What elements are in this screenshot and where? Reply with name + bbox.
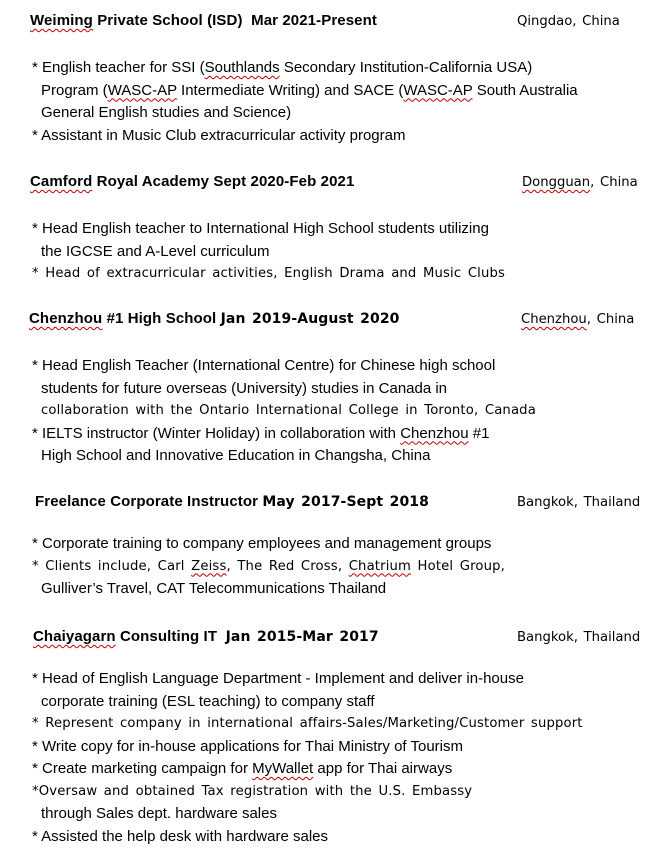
text-segment: Gulliver’s Travel, CAT Telecommunications Thailand bbox=[41, 580, 386, 597]
text-segment: * Create marketing campaign for bbox=[32, 760, 252, 777]
text-segment: Private School (ISD) Mar 2021-Present bbox=[93, 12, 377, 29]
job-title bbox=[30, 171, 354, 193]
text-segment: * Head English teacher to International High School students utilizing bbox=[32, 220, 489, 237]
text-segment: * Assisted the help desk with hardware sales bbox=[32, 828, 328, 845]
job-title bbox=[30, 10, 377, 32]
job-location bbox=[521, 309, 634, 331]
text-segment: South Australia bbox=[473, 82, 578, 99]
misspelled-word: WASC-AP bbox=[108, 82, 177, 99]
job-details bbox=[0, 533, 652, 601]
resume-line bbox=[41, 241, 652, 264]
resume-line bbox=[41, 102, 652, 125]
text-segment: General English studies and Science) bbox=[41, 104, 291, 121]
text-segment: Jan 2015-Mar 2017 bbox=[226, 629, 379, 645]
text-segment: * Head of extracurricular activities, English Drama and Music Clubs bbox=[32, 266, 505, 281]
text-segment: corporate training (ESL teaching) to company staff bbox=[41, 693, 375, 710]
text-segment: #1 High School bbox=[102, 310, 220, 327]
text-segment: , China bbox=[590, 175, 638, 190]
resume-line bbox=[32, 781, 652, 804]
resume-line bbox=[32, 57, 652, 80]
job-location bbox=[517, 492, 640, 514]
resume-line bbox=[32, 533, 652, 556]
misspelled-word: Chatrium bbox=[349, 559, 411, 574]
text-segment: students for future overseas (University) studies in Canada in bbox=[41, 380, 447, 397]
text-segment: collaboration with the Ontario International College in Toronto, Canada bbox=[41, 403, 536, 418]
text-segment: * English teacher for SSI ( bbox=[32, 59, 205, 76]
job-title bbox=[35, 491, 429, 513]
resume-line bbox=[32, 736, 652, 759]
resume-line bbox=[32, 355, 652, 378]
resume-line bbox=[32, 125, 652, 148]
misspelled-word: MyWallet bbox=[252, 760, 313, 777]
resume-line bbox=[32, 668, 652, 691]
misspelled-word: Dongguan bbox=[522, 175, 590, 190]
job-details bbox=[0, 355, 652, 468]
resume-line bbox=[41, 803, 652, 826]
text-segment: Intermediate Writing) and SACE ( bbox=[177, 82, 403, 99]
text-segment: High School and Innovative Education in Changsha, China bbox=[41, 447, 430, 464]
job-location bbox=[517, 11, 620, 33]
misspelled-word: Chenzhou bbox=[521, 312, 587, 327]
text-segment: the IGCSE and A-Level curriculum bbox=[41, 243, 269, 260]
text-segment: * Corporate training to company employees and management groups bbox=[32, 535, 491, 552]
resume-line bbox=[41, 378, 652, 401]
text-segment: Program ( bbox=[41, 82, 108, 99]
text-segment: Royal Academy Sept 2020-Feb 2021 bbox=[92, 173, 354, 190]
misspelled-word: Southlands bbox=[205, 59, 280, 76]
resume-line bbox=[32, 263, 652, 286]
text-segment: Hotel Group, bbox=[411, 559, 505, 574]
text-segment: #1 bbox=[469, 425, 490, 442]
misspelled-word: Zeiss bbox=[191, 559, 226, 574]
text-segment: Freelance Corporate Instructor bbox=[35, 493, 262, 510]
text-segment: Consulting IT bbox=[116, 628, 226, 645]
job-title bbox=[29, 308, 400, 330]
text-segment: app for Thai airways bbox=[313, 760, 452, 777]
resume-line bbox=[41, 400, 652, 423]
text-segment: * Write copy for in-house applications for Thai Ministry of Tourism bbox=[32, 738, 463, 755]
misspelled-word: WASC-AP bbox=[403, 82, 472, 99]
resume-line bbox=[41, 80, 652, 103]
text-segment: Bangkok, Thailand bbox=[517, 495, 640, 510]
job-details bbox=[0, 218, 652, 286]
misspelled-word: Camford bbox=[30, 173, 92, 190]
resume-line bbox=[41, 445, 652, 468]
resume-line bbox=[32, 758, 652, 781]
job-title bbox=[33, 626, 379, 648]
misspelled-word: Weiming bbox=[30, 12, 93, 29]
text-segment: * Clients include, Carl bbox=[32, 559, 191, 574]
text-segment: * Represent company in international affairs-Sales/Marketing/Customer support bbox=[32, 716, 583, 731]
resume-line-cutoff bbox=[32, 826, 652, 848]
job-location bbox=[517, 627, 640, 649]
text-segment: *Oversaw and obtained Tax registration with the U.S. Embassy bbox=[32, 784, 472, 799]
text-segment: Bangkok, Thailand bbox=[517, 630, 640, 645]
resume-line bbox=[32, 218, 652, 241]
text-segment: May 2017-Sept 2018 bbox=[262, 494, 429, 510]
job-location bbox=[522, 172, 638, 194]
misspelled-word: Chenzhou bbox=[29, 310, 102, 327]
text-segment: , China bbox=[587, 312, 635, 327]
text-segment: through Sales dept. hardware sales bbox=[41, 805, 277, 822]
resume-line bbox=[32, 713, 652, 736]
resume-line bbox=[41, 578, 652, 601]
text-segment: , The Red Cross, bbox=[226, 559, 348, 574]
text-segment: * Head English Teacher (International Centre) for Chinese high school bbox=[32, 357, 495, 374]
resume-line bbox=[41, 691, 652, 714]
misspelled-word: Chaiyagarn bbox=[33, 628, 116, 645]
resume-line bbox=[32, 556, 652, 579]
text-segment: * Head of English Language Department - Implement and deliver in-house bbox=[32, 670, 524, 687]
job-details bbox=[0, 57, 652, 147]
text-segment: * Assistant in Music Club extracurricular activity program bbox=[32, 127, 405, 144]
resume-line bbox=[32, 423, 652, 446]
text-segment: Secondary Institution-California USA) bbox=[280, 59, 533, 76]
text-segment: Qingdao, China bbox=[517, 14, 620, 29]
job-details bbox=[0, 668, 652, 848]
text-segment: * IELTS instructor (Winter Holiday) in collaboration with bbox=[32, 425, 400, 442]
misspelled-word: Chenzhou bbox=[400, 425, 468, 442]
text-segment: Jan 2019-August 2020 bbox=[221, 311, 400, 327]
